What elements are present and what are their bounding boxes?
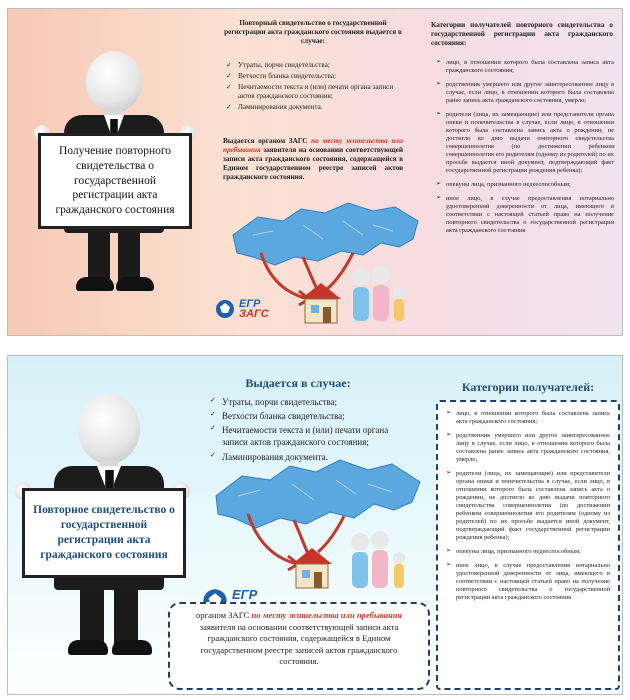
list-item: ✓ Ветхости бланка свидетельства; (210, 410, 410, 422)
left-shoe (76, 277, 114, 291)
logo-line-1: ЕГР (232, 586, 258, 602)
figure-head (86, 51, 142, 113)
list-item: ➢ родители (лица, их замещающие) или представители органа опеки и попечительства в случае, если лицо, в отношении которого была составлена запись акта о рождении, не достигло ко дню выдачи повторного свидетельства совершеннолетия (по достижении ребенком совершеннолетия его родителям (одному из родителей) по их просьбе выдается иной документ, подтверждающий факт государственной регистрации рождения ребенка); (446, 470, 610, 542)
figure-head (78, 394, 140, 464)
right-shoe (112, 640, 152, 655)
family-icon (351, 531, 405, 588)
right-shoe (116, 277, 154, 291)
list-item: ✓ Ламинирования документа. (226, 103, 404, 112)
emblem-icon (215, 299, 235, 319)
list-item: ✓ Нечитаемости текста и (или) печати органа записи актов гражданского состояния; (226, 83, 404, 101)
categories-list (436, 59, 614, 241)
cases-heading: Выдается в случае: (245, 376, 351, 390)
presenter-figure (8, 9, 218, 336)
list-item: ✓ Ламинирования документа. (210, 451, 410, 463)
issued-emphasis: по месту жительства или пребывания (251, 610, 402, 620)
left-shoe (68, 640, 108, 655)
logo-line-2: ЗАГС (239, 308, 269, 321)
sign-board (38, 133, 192, 229)
list-item: ➢ лицо, в отношении которого была составлена запись акта гражданского состояния; (436, 59, 614, 75)
list-item: ➢ опекуны лица, признанного недееспособным; (446, 548, 610, 556)
issued-by-text: органом ЗАГС по месту жительства или пребывания заявителя на основании соответствующей записи акта гражданского состояния, содержащейся в Едином государственном реестре записей актов гражданского состояния. (196, 610, 402, 667)
list-item: ➢ иное лицо, в случае предоставления нотариально удостоверенной доверенности от лица, имеющего в соответствии с настоящей статьей право на получение повторного свидетельства о государственной регистрации акта гражданского состояния (446, 562, 610, 602)
categories-list (446, 410, 610, 602)
list-item: ✓ Ветхости бланка свидетельства; (226, 72, 404, 81)
arrow (303, 257, 317, 289)
categories-box (436, 400, 620, 690)
cases-list (226, 61, 404, 114)
categories-heading: Категории получателей повторного свидетельства о государственной регистрации акта гражданского состояния: (431, 21, 613, 47)
list-item: ➢ иное лицо, в случае предоставления нотариально удостоверенной доверенности от лица, имеющего в соответствии с настоящей статьей право на получение повторного свидетельства о государственной регистрации акта гражданского состояния (436, 195, 614, 235)
arrow (327, 253, 353, 289)
list-item: ➢ лицо, в отношении которого была составлена запись акта гражданского состояния; (446, 410, 610, 426)
list-item: ➢ опекуны лица, признанного недееспособным; (436, 181, 614, 189)
house-icon (301, 283, 341, 323)
issued-by-text: Выдается органом ЗАГС по месту жительства или пребывания заявителя на основании соответствующей записи акта гражданского состояния, содержащейся в Едином государственном реестре записей актов гражданского состояния. (223, 137, 403, 181)
russia-map-illustration (198, 452, 433, 602)
cases-heading: Повторный свидетельство о государственной регистрации акта гражданского состояния выдается в случае: (224, 19, 402, 45)
arrow (294, 520, 308, 554)
issued-emphasis: по месту жительства или пребывания (223, 137, 403, 154)
issued-by-box (168, 602, 430, 690)
sign-text: Получение повторного свидетельства о государственной регистрации акта гражданского состояния (55, 144, 175, 217)
list-item: ✓ Утраты, порчи свидетельства; (226, 61, 404, 70)
egr-zags-logo (215, 299, 269, 320)
house-icon (292, 548, 332, 588)
family-icon (352, 266, 405, 321)
sign-board (22, 488, 186, 578)
list-item: ✓ Нечитаемости текста и (или) печати органа записи актов гражданского состояния; (210, 424, 410, 448)
list-item: ➢ родственник умершего или другое заинтересованное лицу в случае, если лицо, в отношении которого была составлена ранее запись акта гражданского состояния, умерло; (436, 81, 614, 105)
sign-text: Повторное свидетельство о государственной регистрации акта гражданского состояния (33, 504, 175, 561)
list-item: ➢ родители (лица, их замещающие) или представители органа опеки и попечительства в случае, если лицо, в отношении которого была составлена запись акта о рождении, не достигло ко дню выдачи повторного свидетельства совершеннолетия (по достижении ребенком совершеннолетия его родителям (одному из родителей) по их просьбе выдается иной документ, подтверждающий факт государственной регистрации рождения ребенка); (436, 111, 614, 175)
slide-top (7, 8, 623, 336)
logo-line-1: ЕГР (239, 298, 261, 310)
list-item: ➢ родственник умершего или другое заинтересованное лицу в случае, если лицо, в отношении которого была составлена ранее запись акта гражданского состояния, умерло; (446, 432, 610, 464)
categories-heading: Категории получателей: (461, 380, 595, 394)
list-item: ✓ Утраты, порчи свидетельства; (210, 396, 410, 408)
slide-bottom (7, 355, 623, 695)
arrow (318, 516, 344, 552)
